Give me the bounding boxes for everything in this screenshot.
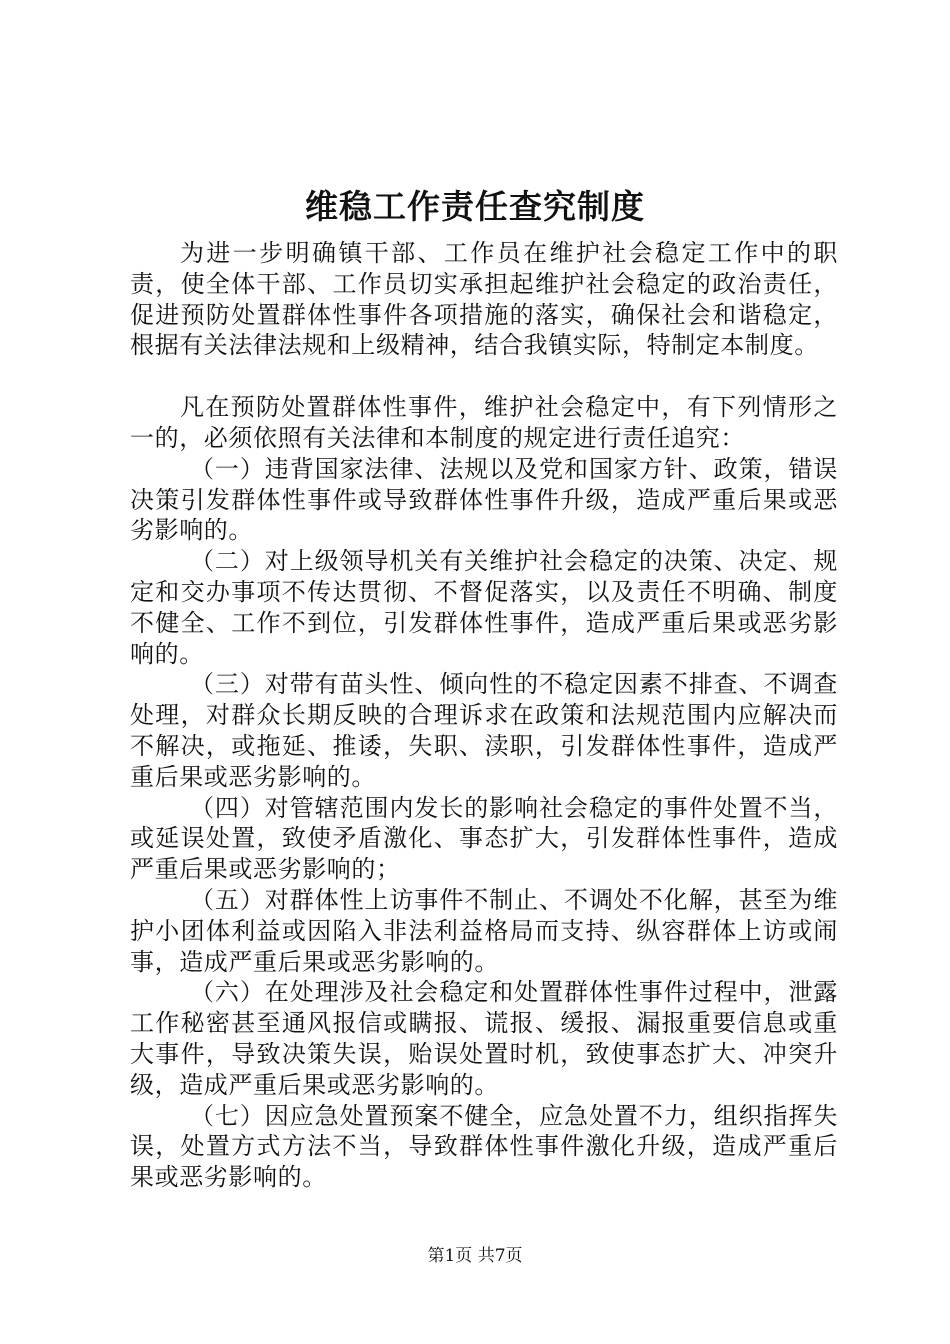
page-number-footer: 第1页 共7页 xyxy=(427,1246,523,1266)
clause-7: （七）因应急处置预案不健全，应急处置不力，组织指挥失误，处置方式方法不当，导致群体性事件激化升级，造成严重后果或恶劣影响的。 xyxy=(130,1101,838,1192)
lead-paragraph: 凡在预防处置群体性事件，维护社会稳定中，有下列情形之一的，必须依照有关法律和本制度的规定进行责任追究： xyxy=(130,393,838,452)
document-body xyxy=(130,238,838,1193)
document-title: 维稳工作责任查究制度 xyxy=(305,187,645,226)
paragraph-spacer xyxy=(130,361,838,392)
clause-4: （四）对管辖范围内发长的影响社会稳定的事件处置不当，或延误处置，致使矛盾激化、事态扩大，引发群体性事件，造成严重后果或恶劣影响的； xyxy=(130,793,838,884)
intro-paragraph: 为进一步明确镇干部、工作员在维护社会稳定工作中的职责，使全体干部、工作员切实承担起维护社会稳定的政治责任，促进预防处置群体性事件各项措施的落实，确保社会和谐稳定，根据有关法律法规和上级精神，结合我镇实际，特制定本制度。 xyxy=(130,239,838,360)
clause-5: （五）对群体性上访事件不制止、不调处不化解，甚至为维护小团体利益或因陷入非法利益格局而支持、纵容群体上访或闹事，造成严重后果或恶劣影响的。 xyxy=(130,885,838,976)
clause-1: （一）违背国家法律、法规以及党和国家方针、政策，错误决策引发群体性事件或导致群体性事件升级，造成严重后果或恶劣影响的。 xyxy=(130,454,838,545)
clause-6: （六）在处理涉及社会稳定和处置群体性事件过程中，泄露工作秘密甚至通风报信或瞒报、谎报、缓报、漏报重要信息或重大事件，导致决策失误，贻误处置时机，致使事态扩大、冲突升级，造成严重后果或恶劣影响的。 xyxy=(130,978,838,1099)
clause-3: （三）对带有苗头性、倾向性的不稳定因素不排查、不调查处理，对群众长期反映的合理诉求在政策和法规范围内应解决而不解决，或拖延、推诿，失职、渎职，引发群体性事件，造成严重后果或恶劣影响的。 xyxy=(130,670,838,791)
clause-2: （二）对上级领导机关有关维护社会稳定的决策、决定、规定和交办事项不传达贯彻、不督促落实，以及责任不明确、制度不健全、工作不到位，引发群体性事件，造成严重后果或恶劣影响的。 xyxy=(130,547,838,668)
